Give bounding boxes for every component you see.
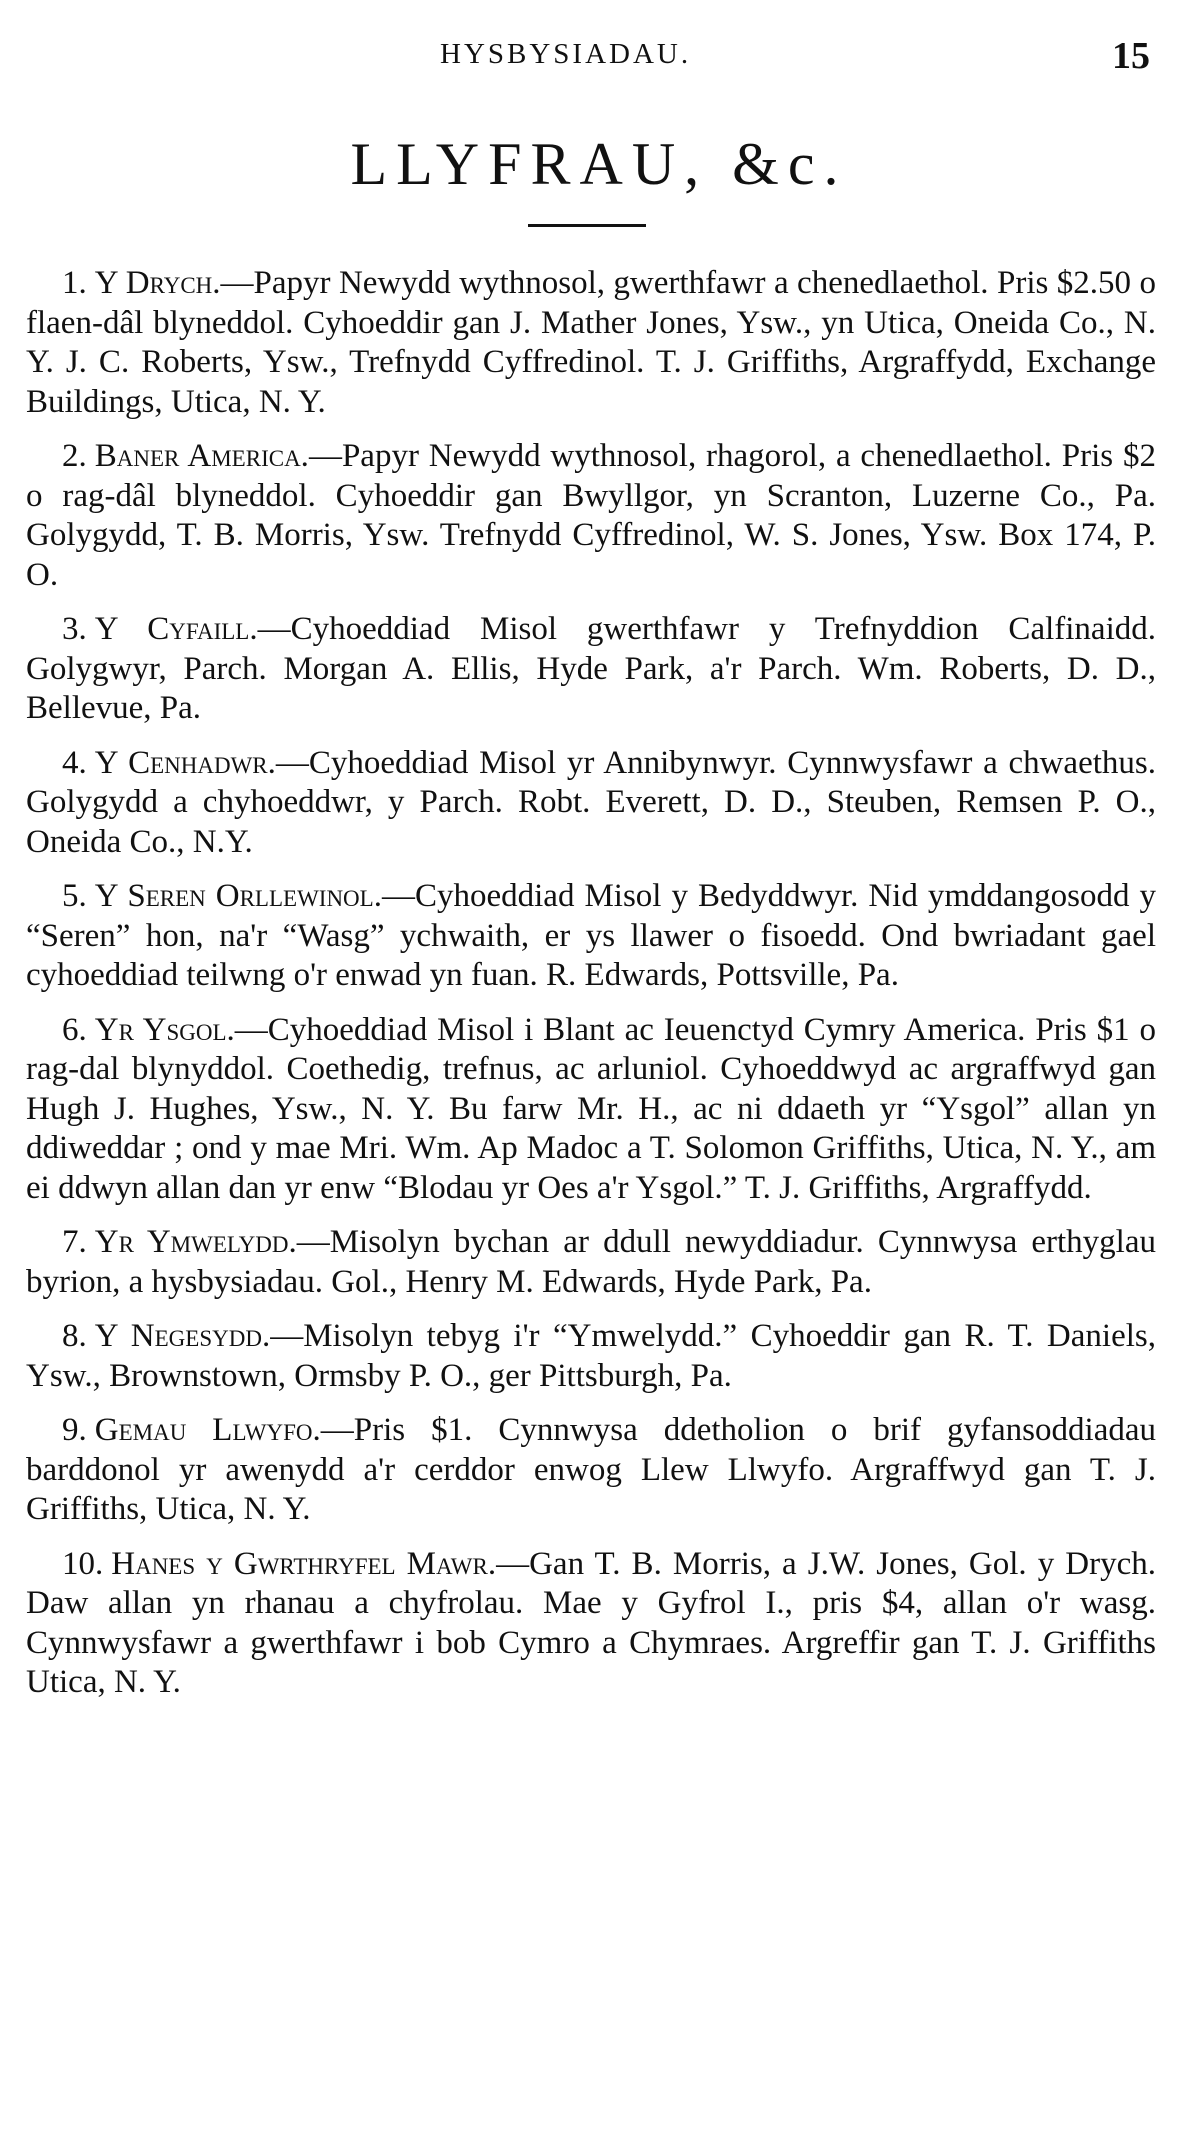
entry-heading: Y Cyfaill. (94, 611, 258, 647)
entry-heading: Y Seren Orllewinol. (94, 878, 382, 914)
entry-text: —Cyhoeddiad Misol gwerthfawr y Trefnyddion Calfinaidd. Golygwyr, Parch. Morgan A. Ellis, Hyde Park, a'r Parch. Wm. Roberts, D. D., Bellevue, Pa. (26, 611, 1156, 726)
entry-1 (26, 264, 1156, 422)
entry-heading: Baner America. (94, 438, 309, 474)
entry-heading: Yr Ymwelydd. (94, 1224, 297, 1260)
entry-number: 7. (62, 1224, 87, 1260)
entry-text: —Cyhoeddiad Misol y Bedyddwyr. Nid ymddangosodd y “Seren” hon, na'r “Wasg” ychwaith, er ys llawer o fisoedd. Ond bwriadant gael cyhoeddiad teilwng o'r enwad yn fuan. R. Edwards, Pottsville, Pa. (26, 878, 1157, 993)
running-title: HYSBYSIADAU. (440, 38, 692, 70)
entry-text: —Cyhoeddiad Misol i Blant ac Ieuenctyd Cymry America. Pris $1 o rag-dal blynyddol. Coethedig, trefnus, ac arluniol. Cyhoeddwyd ac argraffwyd gan Hugh J. Hughes, Ysw., N. Y. Bu farw Mr. H., ac ni ddaeth yr “Ysgol” allan yn ddiweddar ; ond y mae Mri. Wm. Ap Madoc a T. Solomon Griffiths, Utica, N. Y., am ei ddwyn allan dan yr enw “Blodau yr Oes a'r Ysgol.” T. J. Griffiths, Argraffydd. (26, 1011, 1156, 1206)
entry-heading: Hanes y Gwrthryfel Mawr. (111, 1545, 497, 1582)
entry-heading: Y Drych. (94, 265, 221, 301)
running-header (0, 35, 1198, 78)
entry-heading: Gemau Llwyfo. (94, 1412, 321, 1448)
entry-text: —Pris $1. Cynnwysa ddetholion o brif gyfansoddiadau barddonol yr awenydd a'r cerddor enwog Llew Llwyfo. Argraffwyd gan T. J. Griffiths, Utica, N. Y. (26, 1412, 1156, 1527)
entry-number: 2. (62, 438, 87, 474)
entry-number: 5. (62, 878, 87, 914)
entry-5 (26, 877, 1156, 996)
section-title: LLYFRAU, &c. (350, 131, 848, 197)
entry-8 (26, 1317, 1156, 1396)
entry-4 (26, 744, 1156, 863)
entry-9 (26, 1411, 1156, 1530)
entry-number: 3. (62, 611, 87, 647)
entry-number: 9. (62, 1412, 87, 1448)
entry-heading: Y Negesydd. (94, 1318, 271, 1354)
entry-number: 6. (62, 1011, 87, 1048)
entry-text: —Papyr Newydd wythnosol, rhagorol, a chenedlaethol. Pris $2 o rag-dâl blyneddol. Cyhoeddir gan Bwyllgor, yn Scranton, Luzerne Co., Pa. Golygydd, T. B. Morris, Ysw. Trefnydd Cyffredinol, W. S. Jones, Ysw. Box 174, P. O. (26, 438, 1156, 593)
entry-10 (26, 1545, 1156, 1703)
entry-text: —Cyhoeddiad Misol yr Annibynwyr. Cynnwysfawr a chwaethus. Golygydd a chyhoeddwr, y Parch. Robt. Everett, D. D., Steuben, Remsen P. O., Oneida Co., N.Y. (26, 744, 1156, 860)
entry-text: —Misolyn tebyg i'r “Ymwelydd.” Cyhoeddir gan R. T. Daniels, Ysw., Brownstown, Ormsby P. O., ger Pittsburgh, Pa. (26, 1318, 1156, 1394)
entry-2 (26, 437, 1156, 595)
entries-list (26, 264, 1156, 1718)
entry-number: 8. (62, 1318, 87, 1354)
entry-7 (26, 1223, 1156, 1302)
entry-text: —Papyr Newydd wythnosol, gwerthfawr a chenedlaethol. Pris $2.50 o flaen-dâl blyneddol. Cyhoeddir gan J. Mather Jones, Ysw., yn Utica, Oneida Co., N. Y. J. C. Roberts, Ysw., Trefnydd Cyffredinol. T. J. Griffiths, Argraffydd, Exchange Buildings, Utica, N. Y. (26, 265, 1156, 420)
entry-number: 10. (62, 1545, 104, 1582)
entry-number: 4. (62, 744, 87, 781)
entry-6 (26, 1011, 1156, 1209)
entry-heading: Y Cenhadwr. (94, 744, 276, 781)
entry-heading: Yr Ysgol. (94, 1011, 235, 1048)
page-number: 15 (1112, 35, 1150, 77)
entry-text: —Gan T. B. Morris, a J.W. Jones, Gol. y Drych. Daw allan yn rhanau a chyfrolau. Mae y Gyfrol I., pris $4, allan o'r wasg. Cynnwysfawr a gwerthfawr i bob Cymro a Chymraes. Argreffir gan T. J. Griffiths Utica, N. Y. (26, 1545, 1156, 1700)
title-rule (528, 224, 646, 227)
entry-3 (26, 610, 1156, 729)
entry-number: 1. (62, 265, 87, 301)
entry-text: —Misolyn bychan ar ddull newyddiadur. Cynnwysa erthyglau byrion, a hysbysiadau. Gol., Henry M. Edwards, Hyde Park, Pa. (26, 1224, 1156, 1300)
